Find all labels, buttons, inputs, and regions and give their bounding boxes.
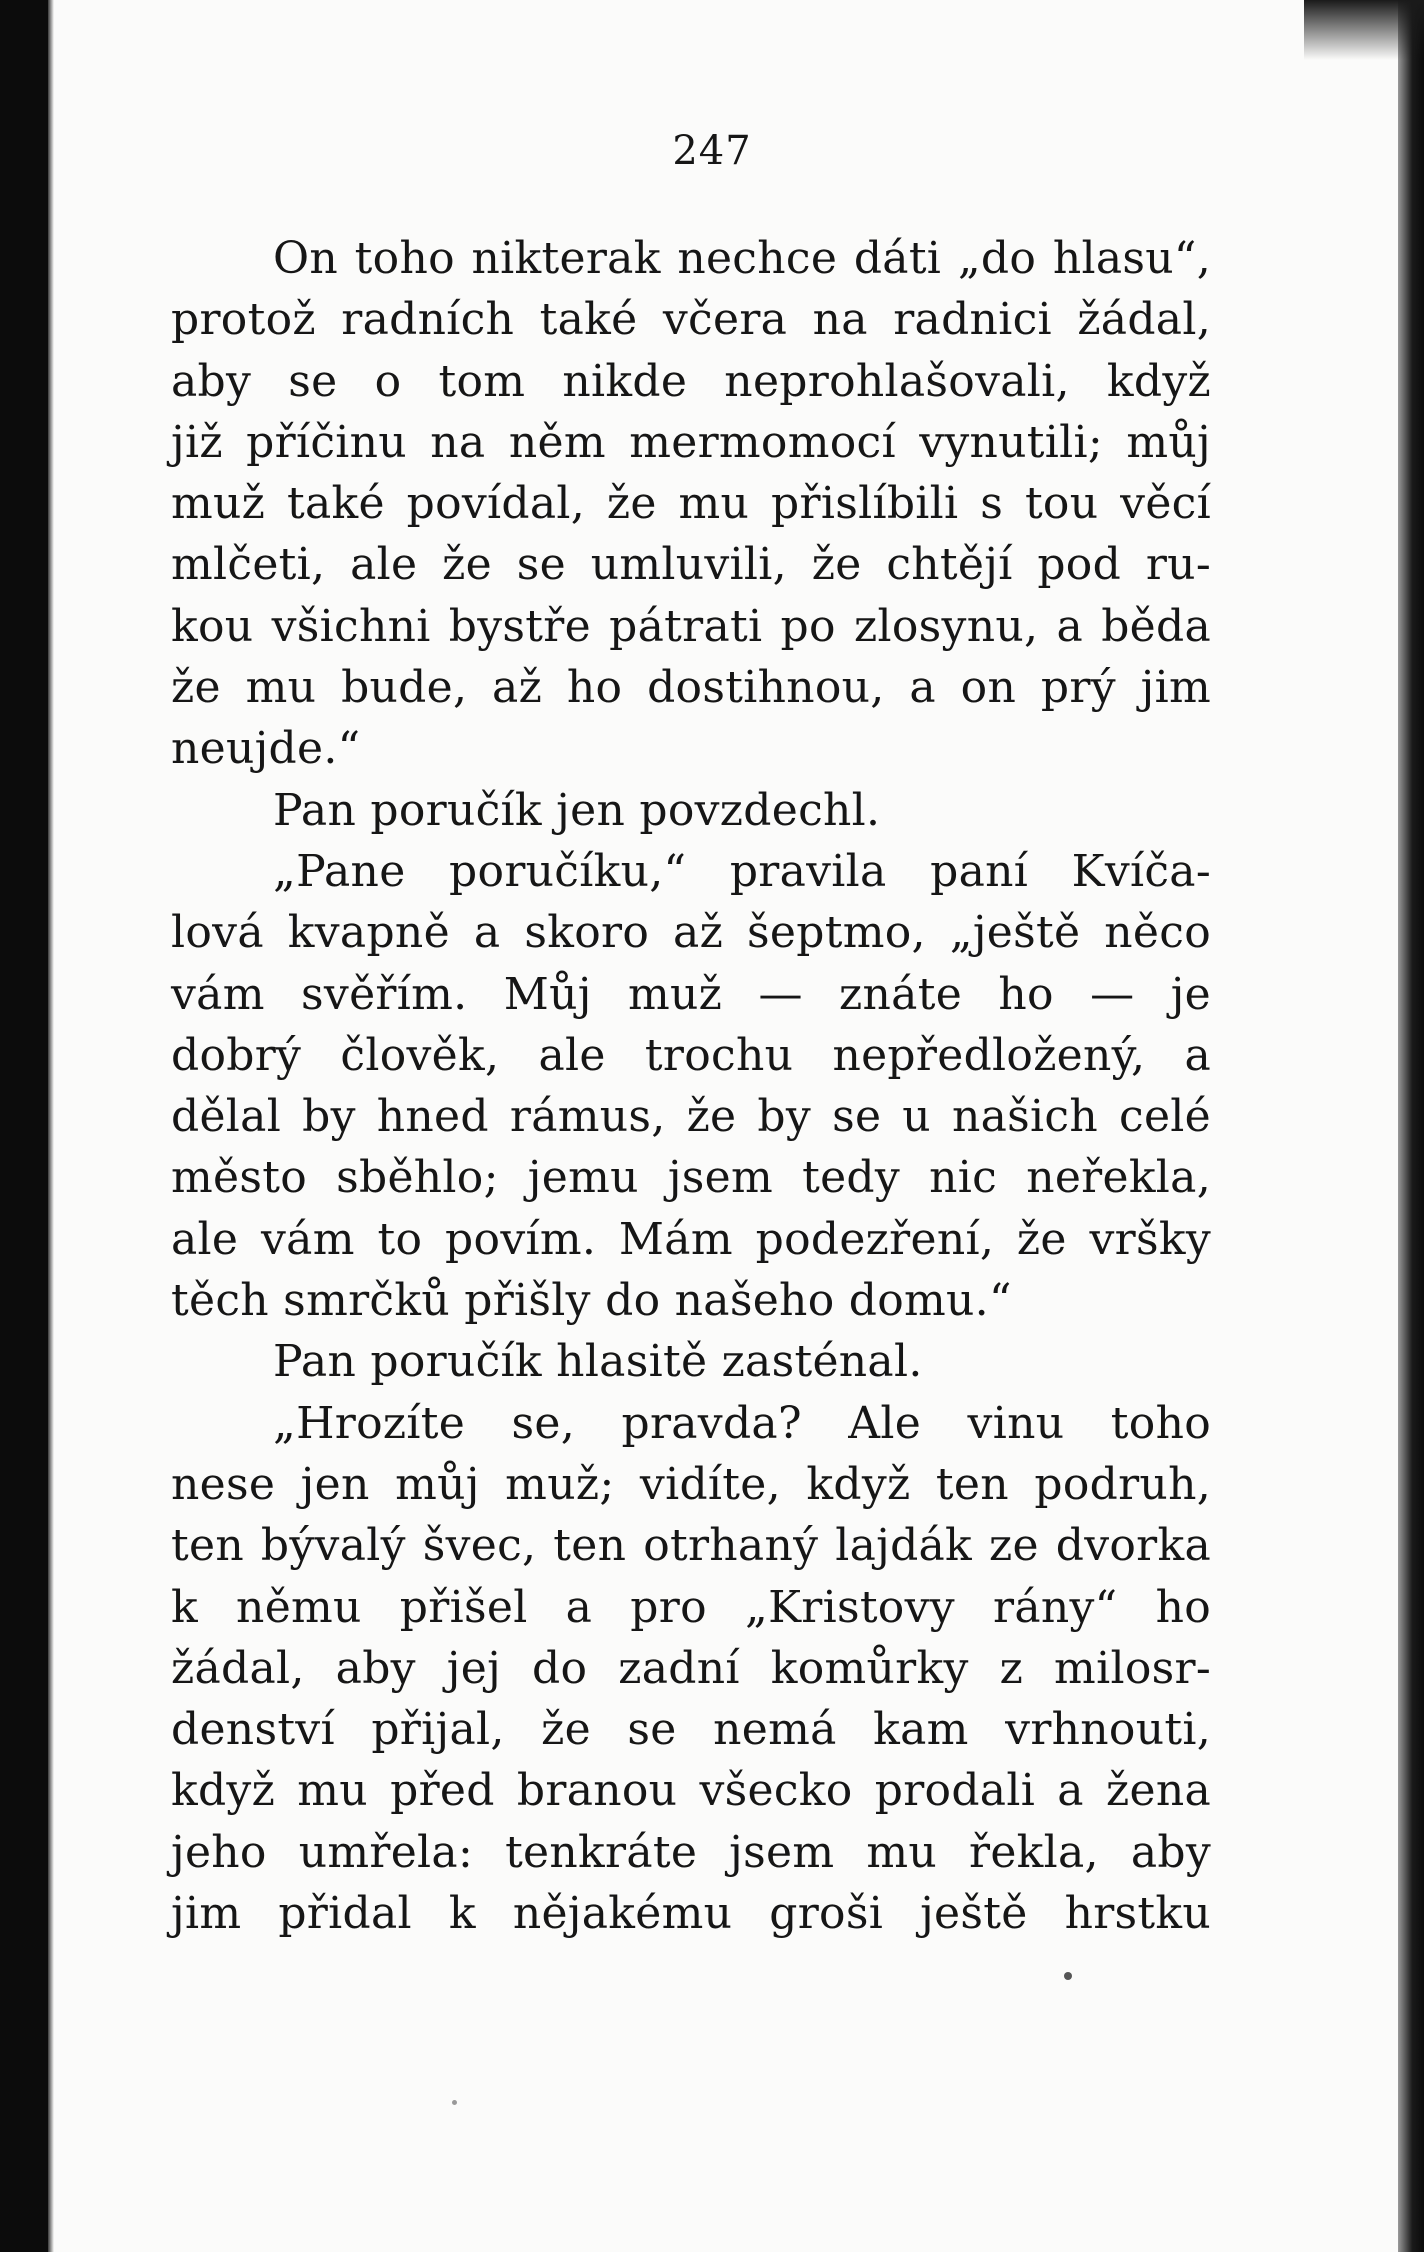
text-line: jim přidal k nějakému groši ještě hrstku: [171, 1888, 1211, 1940]
text-line: když mu před branou všecko prodali a žena: [171, 1765, 1211, 1817]
text-line: kou všichni bystře pátrati po zlosynu, a běda: [171, 600, 1211, 652]
text-line: ten bývalý švec, ten otrhaný lajdák ze dvorka: [171, 1520, 1211, 1572]
text-line: nese jen můj muž; vidíte, když ten podruh,: [171, 1458, 1211, 1510]
scan-left-shadow: [48, 0, 54, 2252]
text-line: Pan poručík hlasitě zasténal.: [273, 1336, 923, 1388]
text-line: město sběhlo; jemu jsem tedy nic neřekla,: [171, 1152, 1211, 1204]
text-line: aby se o tom nikde neprohlašovali, když: [171, 355, 1211, 407]
text-line: neujde.“: [171, 723, 361, 775]
text-line: žádal, aby jej do zadní komůrky z milosr-: [171, 1642, 1211, 1694]
text-line: „Pane poručíku,“ pravila paní Kvíča-: [273, 845, 1211, 897]
page-number: 247: [672, 128, 752, 174]
text-line: vám svěřím. Můj muž — znáte ho — je: [171, 968, 1211, 1020]
text-line: denství přijal, že se nemá kam vrhnouti,: [171, 1704, 1211, 1756]
text-line: protož radních také včera na radnici žádal,: [171, 294, 1211, 346]
text-line: ale vám to povím. Mám podezření, že vršky: [171, 1213, 1211, 1265]
body-text: [171, 228, 1211, 1944]
text-line: „Hrozíte se, pravda? Ale vinu toho: [273, 1397, 1211, 1449]
text-line: že mu bude, až ho dostihnou, a on prý jim: [171, 662, 1211, 714]
text-line: mlčeti, ale že se umluvili, že chtějí pod ru-: [171, 539, 1211, 591]
scan-speck: [1064, 1972, 1072, 1980]
text-line: lová kvapně a skoro až šeptmo, „ještě něco: [171, 907, 1211, 959]
text-line: dělal by hned rámus, že by se u našich celé: [171, 1091, 1211, 1143]
text-line: jeho umřela: tenkráte jsem mu řekla, aby: [171, 1826, 1211, 1878]
scan-corner-shadow: [1304, 0, 1424, 60]
text-line: k němu přišel a pro „Kristovy rány“ ho: [171, 1581, 1211, 1633]
text-line: muž také povídal, že mu přislíbili s tou věcí: [171, 478, 1211, 530]
scan-left-margin: [0, 0, 48, 2252]
scan-speck: [452, 2100, 457, 2105]
text-line: již příčinu na něm mermomocí vynutili; můj: [171, 416, 1211, 468]
text-line: On toho nikterak nechce dáti „do hlasu“,: [273, 233, 1211, 284]
text-line: těch smrčků přišly do našeho domu.“: [171, 1275, 1012, 1327]
text-line: Pan poručík jen povzdechl.: [273, 784, 881, 836]
text-line: dobrý člověk, ale trochu nepředložený, a: [171, 1029, 1211, 1081]
scan-right-binding: [1398, 0, 1424, 2252]
